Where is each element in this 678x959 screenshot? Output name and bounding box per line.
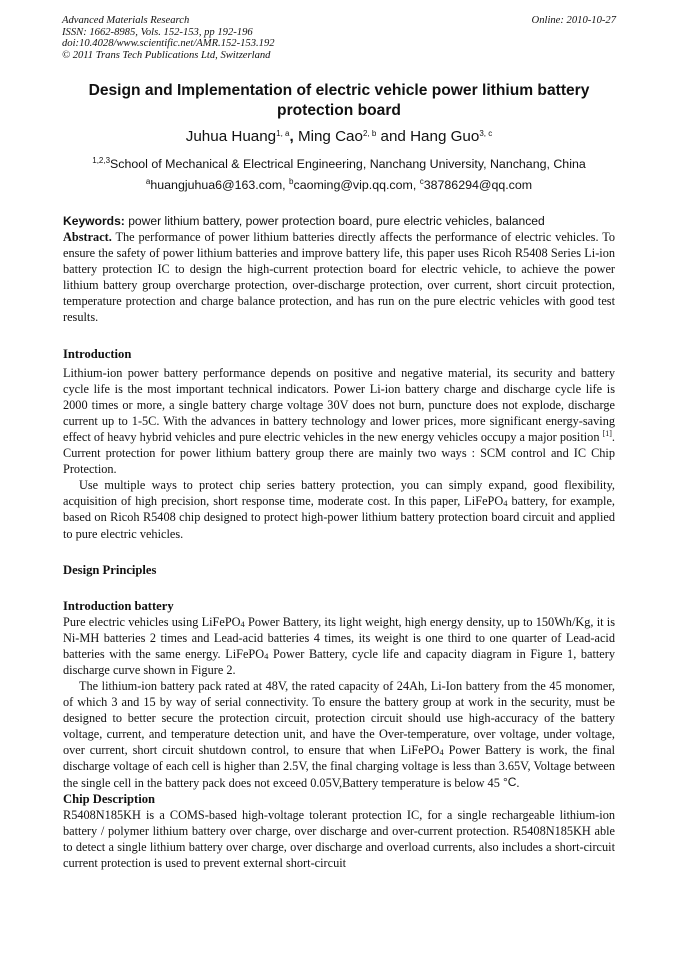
abstract-label: Abstract. — [63, 230, 112, 244]
journal-doi: doi:10.4028/www.scientific.net/AMR.152-153.192 — [62, 38, 275, 50]
journal-issn: ISSN: 1662-8985, Vols. 152-153, pp 192-196 — [62, 26, 253, 38]
journal-header — [62, 15, 275, 61]
author-superscript: 3, c — [479, 129, 493, 138]
paragraph — [63, 614, 615, 678]
paragraph-text: Power Battery, cycle life and capacity diagram in Figure 1, battery discharge curve shown in Figure 2. — [63, 646, 615, 677]
paragraph — [63, 365, 615, 478]
email-superscript: b — [289, 177, 294, 186]
online-date: Online: 2010-10-27 — [531, 15, 616, 26]
subsection-heading-chip-description: Chip Description — [63, 791, 156, 806]
author-name: Hang Guo — [410, 128, 480, 145]
email-address: 38786294@qq.com — [423, 178, 533, 192]
email-address: huangjuhua6@163.com, — [150, 178, 286, 192]
subscript: 4 — [439, 747, 444, 758]
paragraph-text: . Current protection for power lithium battery group there are mainly two ways : SCM control and IC Chip Protection. — [63, 429, 615, 477]
author-separator: , — [289, 128, 294, 145]
degree-unit: °C — [502, 774, 517, 789]
affiliation — [62, 157, 616, 171]
keywords-label: Keywords: — [63, 214, 125, 228]
paper-title: Design and Implementation of electric vehicle power lithium battery protection board — [88, 82, 590, 119]
journal-copyright: © 2011 Trans Tech Publications Ltd, Switzerland — [62, 49, 271, 61]
paragraph-text: Lithium-ion power battery performance depends on positive and negative material, its security and battery cycle life is the most important technical indicators. Power Li-ion battery charge and discharge cycle life is 2000 times or more, a single battery charge voltage 30V does not burn, puncture does not explode, discharge current up to 1-5C. With the advances in battery technology and lower prices, more significant energy-saving effect of heavy hybrid vehicles and pure electric vehicles in the new energy vehicles occupy a major position — [63, 365, 615, 444]
abstract — [63, 229, 615, 326]
paragraph-text: The lithium-ion battery pack rated at 48V, the rated capacity of 24Ah, Li-Ion battery from the 45 monomer, of which 3 and 15 by way of serial connectivity. To ensure the battery group at work in the security, must be designed to better secure the protection circuit, protection circuit should use high-accuracy of the battery voltage, current, and temperature detection unit, and have the Over-temperature, over voltage, under voltage, over current, short circuit shutdown control, to ensure that when LiFePO — [63, 678, 615, 758]
paragraph-text: Power Battery, its light weight, high energy density, up to 150Wh/Kg, it is Ni-MH batteries 2 times and Lead-acid batteries 4 times, its weight is one third to one quarter of Lead-acid batteries with the same energy. LiFePO — [63, 614, 615, 661]
email-address: caoming@vip.qq.com, — [293, 178, 417, 192]
citation-ref: [1] — [602, 428, 612, 438]
paper-body — [63, 213, 615, 871]
paragraph — [63, 477, 615, 541]
paragraph-text: . — [516, 775, 520, 790]
author-name: Ming Cao — [297, 128, 363, 145]
journal-name: Advanced Materials Research — [62, 15, 190, 26]
email-superscript: a — [145, 177, 151, 186]
keywords-text: power lithium battery, power protection board, pure electric vehicles, balanced — [128, 214, 545, 228]
author-conjunction: and — [380, 128, 406, 145]
author-name: Juhua Huang — [185, 128, 277, 145]
abstract-text: The performance of power lithium batteries directly affects the performance of electric vehicles. To ensure the safety of power lithium batteries and improve battery life, this paper uses Ricoh R5408 Series Li-ion battery protection IC to design the high-current protection board for electric vehicle, to achieve the power lithium battery group overcharge protection, over-discharge protection, over current, short circuit protection, temperature protection and charge balance protection, and has run on the pure electric vehicles with good test results. — [63, 230, 615, 325]
paragraph-text: battery, for example, based on Ricoh R5408 chip designed to protect high-power lithium battery protection board circuit and applied to pure electric vehicles. — [63, 494, 615, 541]
subsection-heading-introduction-battery: Introduction battery — [63, 598, 174, 613]
section-heading-design-principles: Design Principles — [63, 562, 157, 577]
paragraph-text: Use multiple ways to protect chip series battery protection, you can simply expand, good flexibility, acquisition of high precision, short response time, moderate cost. In this paper, LiFePO — [63, 478, 615, 509]
subscript: 4 — [240, 618, 245, 629]
keywords — [63, 213, 615, 229]
author-emails — [62, 178, 616, 192]
paragraph: R5408N185KH is a COMS-based high-voltage tolerant protection IC, for a single rechargeable lithium-ion battery / polymer lithium battery over charge, over discharge and over-current protection. R5408N185KH able to detect a single lithium battery over charge, over discharge and overload currents, also includes a short-circuit current protection is used to prevent external short-circuit — [63, 807, 615, 870]
author-list — [62, 128, 616, 146]
paragraph — [63, 678, 615, 791]
author-superscript: 1, a — [276, 129, 290, 138]
subscript: 4 — [264, 650, 269, 661]
section-heading-introduction: Introduction — [63, 346, 132, 361]
paragraph-text: Power Battery is work, the final discharge voltage of each cell is higher than 2.5V, the final charging voltage is less than 3.65V, Voltage between the single cell in the battery pack does not exceed 0.05V,Battery temperature is below 45 — [63, 743, 615, 790]
affiliation-text: School of Mechanical & Electrical Engineering, Nanchang University, Nanchang, China — [110, 157, 586, 171]
affiliation-superscript: 1,2,3 — [92, 156, 111, 165]
author-superscript: 2, b — [362, 129, 377, 138]
subscript: 4 — [503, 498, 508, 509]
email-superscript: c — [419, 177, 424, 186]
online-date-header — [532, 15, 616, 27]
paragraph-text: Pure electric vehicles using LiFePO — [63, 614, 241, 629]
